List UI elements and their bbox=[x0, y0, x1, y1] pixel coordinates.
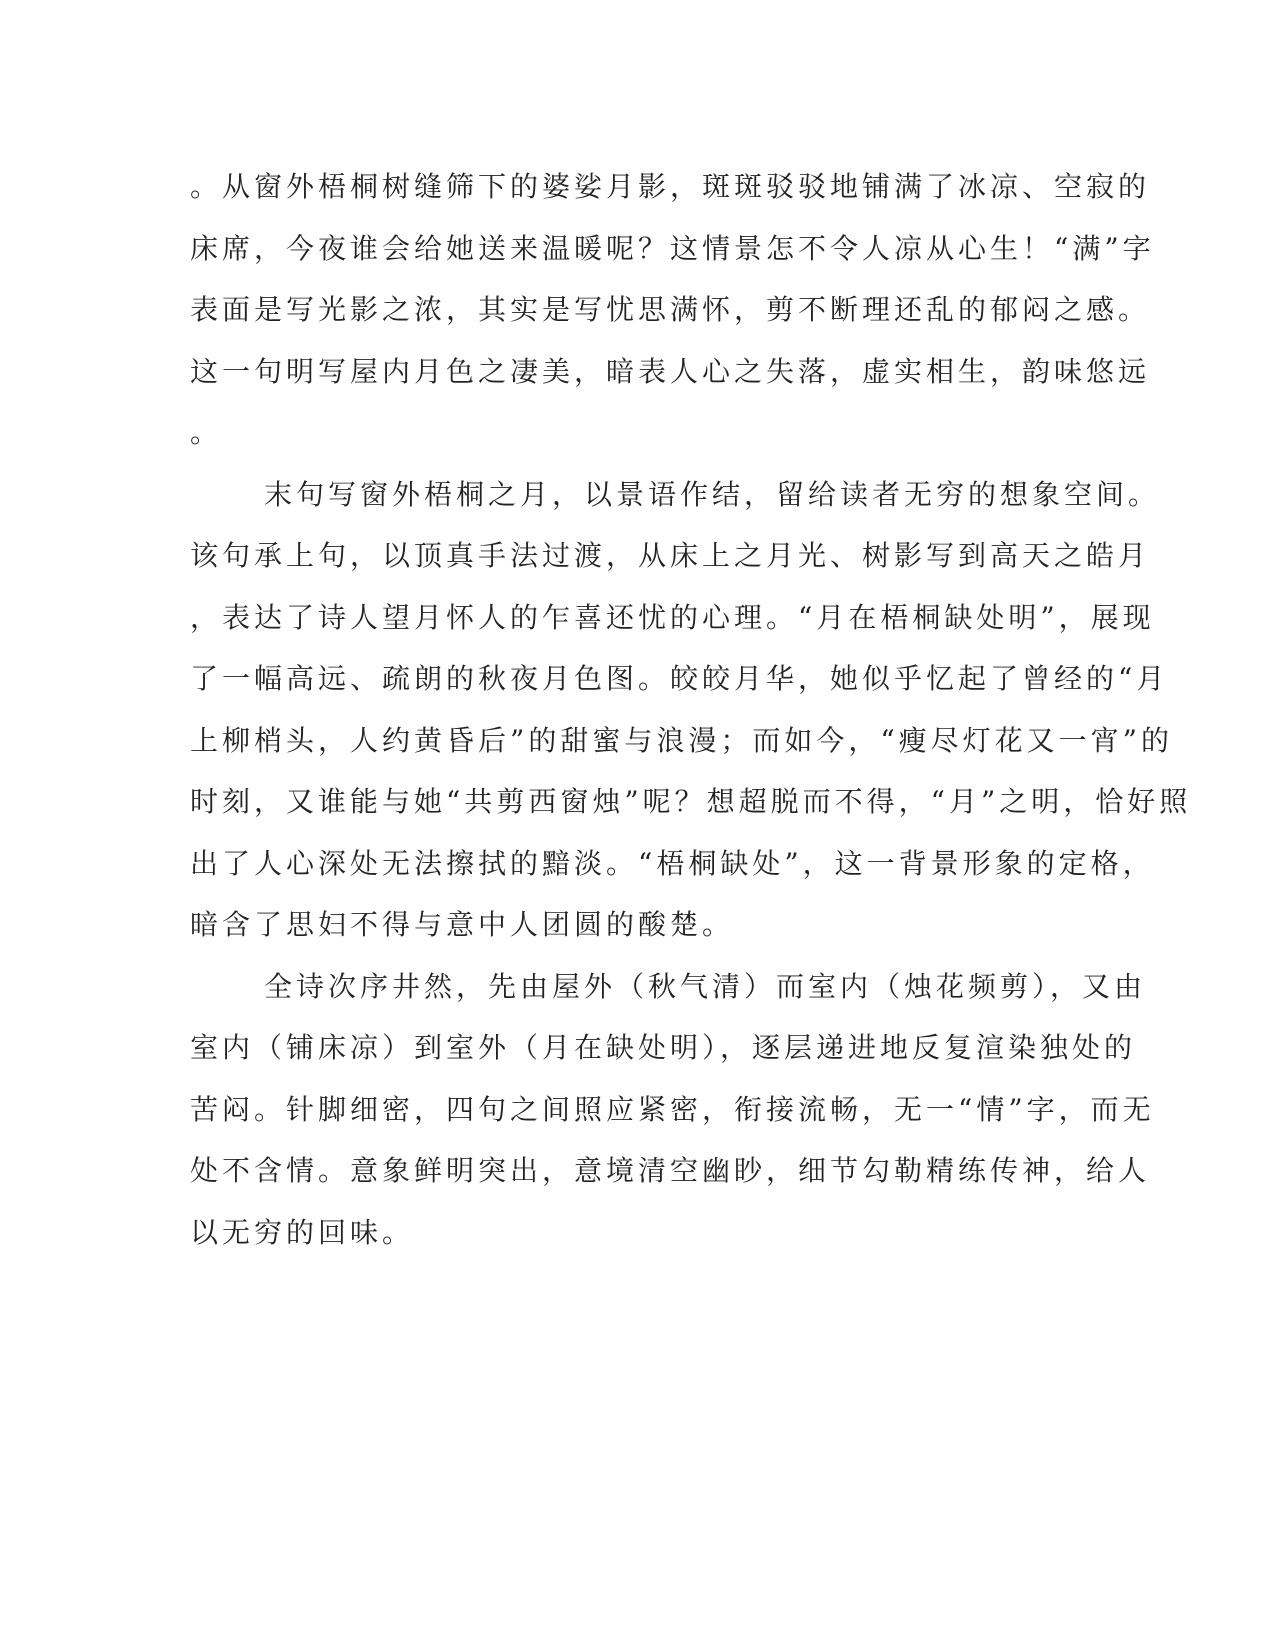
text-line: 这一句明写屋内月色之凄美，暗表人心之失落，虚实相生，韵味悠远 bbox=[190, 354, 1151, 388]
text-line: 出了人心深处无法擦拭的黯淡。“梧桐缺处”，这一背景形象的定格， bbox=[190, 846, 1155, 880]
text-line: 上柳梢头，人约黄昏后”的甜蜜与浪漫；而如今，“瘦尽灯花又一宵”的 bbox=[190, 723, 1173, 757]
body-text bbox=[190, 166, 1192, 1273]
paragraph-start-line: 末句写窗外梧桐之月，以景语作结，留给读者无穷的想象空间。 bbox=[264, 477, 1161, 511]
text-line: 了一幅高远、疏朗的秋夜月色图。皎皎月华，她似乎忆起了曾经的“月 bbox=[190, 662, 1169, 695]
text-line: 表面是写光影之浓，其实是写忧思满怀，剪不断理还乱的郁闷之感。 bbox=[190, 293, 1151, 326]
paragraph-start-line: 全诗次序井然，先由屋外（秋气清）而室内（烛花频剪），又由 bbox=[264, 969, 1147, 1003]
text-line: 。从窗外梧桐树缝筛下的婆娑月影，斑斑驳驳地铺满了冰凉、空寂的 bbox=[190, 170, 1151, 203]
text-line: 时刻，又谁能与她“共剪西窗烛”呢？想超脱而不得，“月”之明，恰好照 bbox=[190, 785, 1192, 818]
text-line: 。 bbox=[190, 416, 223, 449]
text-line: 处不含情。意象鲜明突出，意境清空幽眇，细节勾勒精练传神，给人 bbox=[190, 1154, 1151, 1187]
text-line: 暗含了思妇不得与意中人团圆的酸楚。 bbox=[190, 908, 735, 941]
text-line: 床席，今夜谁会给她送来温暖呢？这情景怎不令人凉从心生！“满”字 bbox=[190, 231, 1155, 265]
text-line: 室内（铺床凉）到室外（月在缺处明），逐层递进地反复渲染独处的 bbox=[190, 1031, 1137, 1064]
text-line: 苦闷。针脚细密，四句之间照应紧密，衔接流畅，无一“情”字，而无 bbox=[190, 1092, 1155, 1126]
text-line: 该句承上句，以顶真手法过渡，从床上之月光、树影写到高天之皓月 bbox=[190, 539, 1151, 572]
text-line: ，表达了诗人望月怀人的乍喜还忧的心理。“月在梧桐缺处明”，展现 bbox=[190, 600, 1155, 634]
text-line: 以无穷的回味。 bbox=[190, 1215, 415, 1249]
